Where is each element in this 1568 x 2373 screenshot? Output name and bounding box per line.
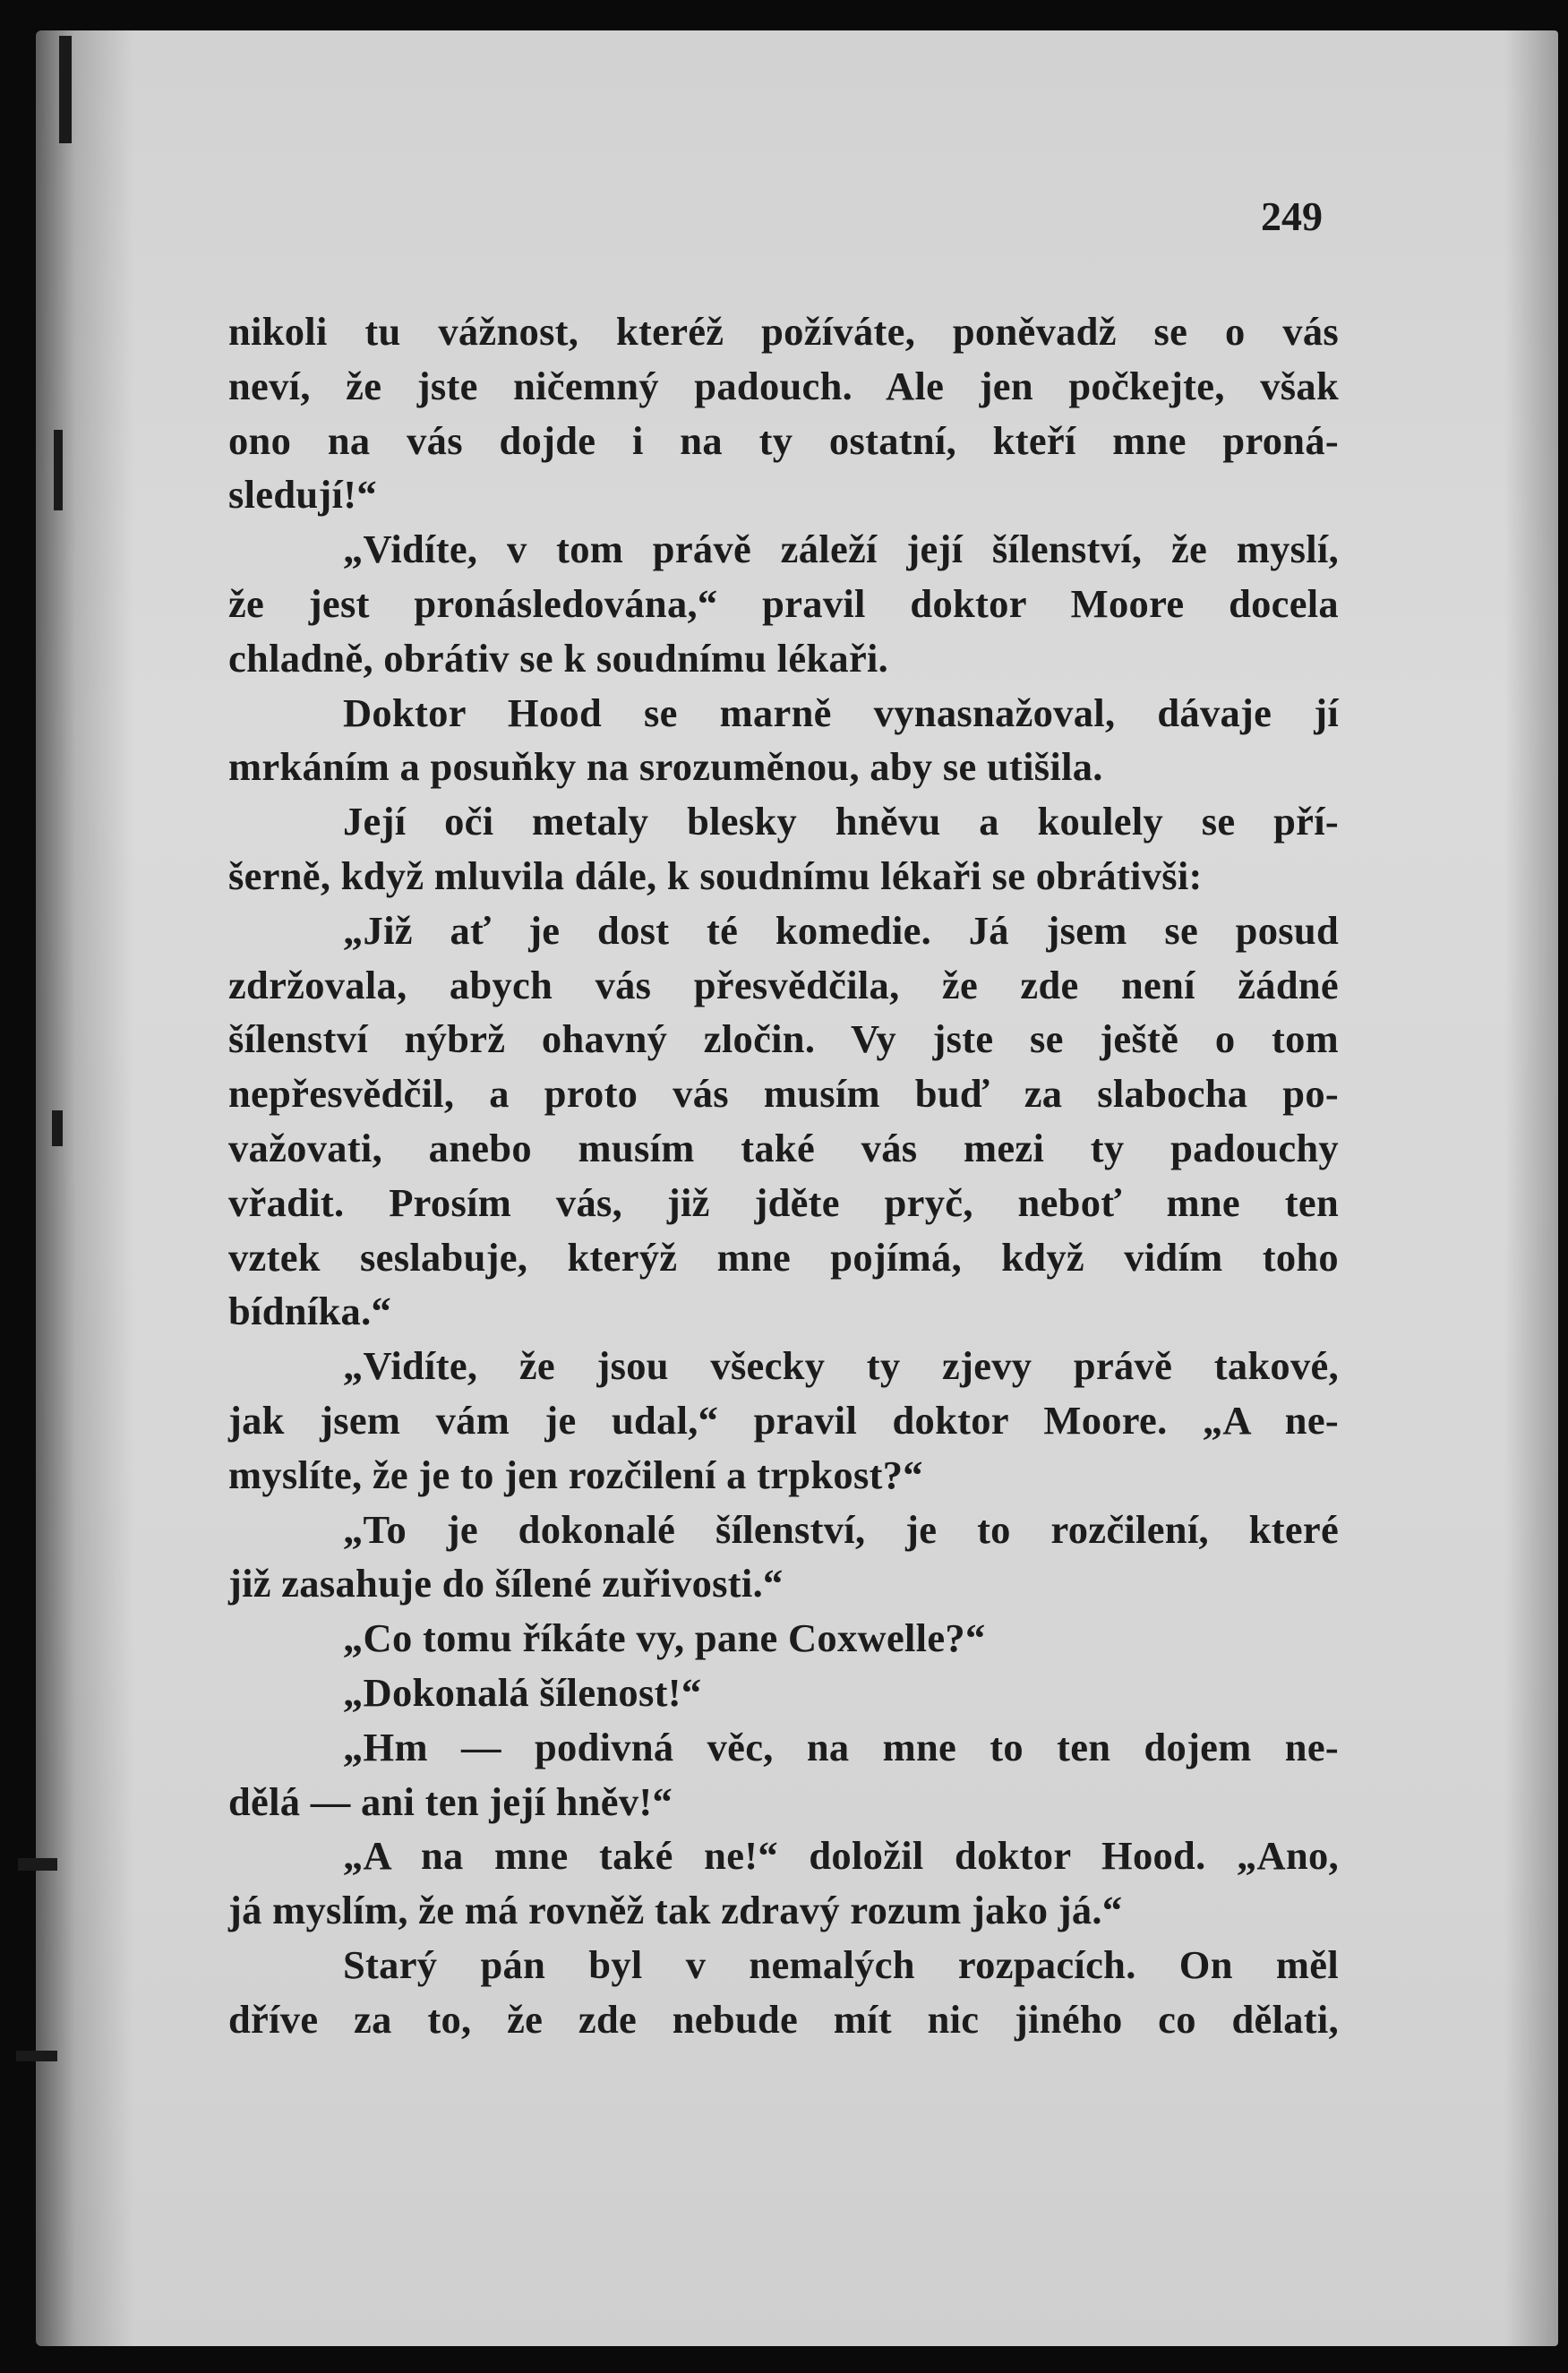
text-line: šílenství nýbrž ohavný zločin. Vy jste se ještě o tom <box>228 1016 1339 1062</box>
text-line: já myslím, že má rovněž tak zdravý rozum jako já.“ <box>228 1888 1123 1933</box>
text-line: dělá — ani ten její hněv!“ <box>228 1778 673 1824</box>
text-line: „Dokonalá šílenost!“ <box>343 1669 702 1715</box>
binding-thread-mark <box>59 36 72 143</box>
binding-shadow <box>36 30 134 2346</box>
text-line: „A na mne také ne!“ doložil doktor Hood. „Ano, <box>343 1833 1339 1879</box>
text-line: chladně, obrátiv se k soudnímu lékaři. <box>228 635 889 681</box>
text-line: již zasahuje do šílené zuřivosti.“ <box>228 1561 784 1606</box>
binding-thread-mark <box>18 1858 57 1871</box>
page-number: 249 <box>1261 193 1323 239</box>
text-line: jak jsem vám je udal,“ pravil doktor Moore. „A ne- <box>228 1397 1339 1443</box>
body-text <box>228 304 1339 2047</box>
text-line: ono na vás dojde i na ty ostatní, kteří mne proná- <box>228 417 1339 463</box>
text-line: Její oči metaly blesky hněvu a koulely se pří- <box>343 799 1339 844</box>
text-line: dříve za to, že zde nebude mít nic jiného co dělati, <box>228 1996 1339 2042</box>
text-line: sledují!“ <box>228 472 377 518</box>
text-line: vztek seslabuje, kterýž mne pojímá, když vidím toho <box>228 1234 1339 1280</box>
text-line: bídníka.“ <box>228 1289 392 1334</box>
text-line: neví, že jste ničemný padouch. Ale jen počkejte, však <box>228 363 1339 408</box>
text-line: važovati, anebo musím také vás mezi ty padouchy <box>228 1125 1339 1170</box>
binding-thread-mark <box>52 1110 63 1146</box>
text-line: zdržovala, abych vás přesvědčila, že zde není žádné <box>228 962 1339 1007</box>
text-line: vřadit. Prosím vás, již jděte pryč, neboť mne ten <box>228 1179 1339 1225</box>
text-line: Starý pán byl v nemalých rozpacích. On měl <box>343 1941 1339 1987</box>
text-line: mrkáním a posuňky na srozuměnou, aby se utišila. <box>228 744 1103 790</box>
text-line: myslíte, že je to jen rozčilení a trpkost?“ <box>228 1452 923 1497</box>
text-line: „Vidíte, v tom právě záleží její šílenství, že myslí, <box>343 527 1339 572</box>
text-line: „Již ať je dost té komedie. Já jsem se posud <box>343 907 1339 953</box>
text-line: že jest pronásledována,“ pravil doktor Moore docela <box>228 580 1339 626</box>
text-line: „Vidíte, že jsou všecky ty zjevy právě takové, <box>343 1343 1339 1389</box>
text-line: šerně, když mluvila dále, k soudnímu lékaři se obrátivši: <box>228 852 1203 898</box>
text-line: „Co tomu říkáte vy, pane Coxwelle?“ <box>343 1615 986 1661</box>
text-line: „To je dokonalé šílenství, je to rozčilení, které <box>343 1506 1339 1552</box>
binding-thread-mark <box>54 430 63 510</box>
text-line: nikoli tu vážnost, kteréž požíváte, poněvadž se o vás <box>228 309 1339 354</box>
page-edge-shadow <box>1504 30 1558 2346</box>
text-line: Doktor Hood se marně vynasnažoval, dávaje jí <box>343 690 1339 735</box>
text-line: nepřesvědčil, a proto vás musím buď za slabocha po- <box>228 1071 1339 1117</box>
text-line: „Hm — podivná věc, na mne to ten dojem ne- <box>343 1724 1339 1769</box>
binding-thread-mark <box>16 2051 57 2061</box>
